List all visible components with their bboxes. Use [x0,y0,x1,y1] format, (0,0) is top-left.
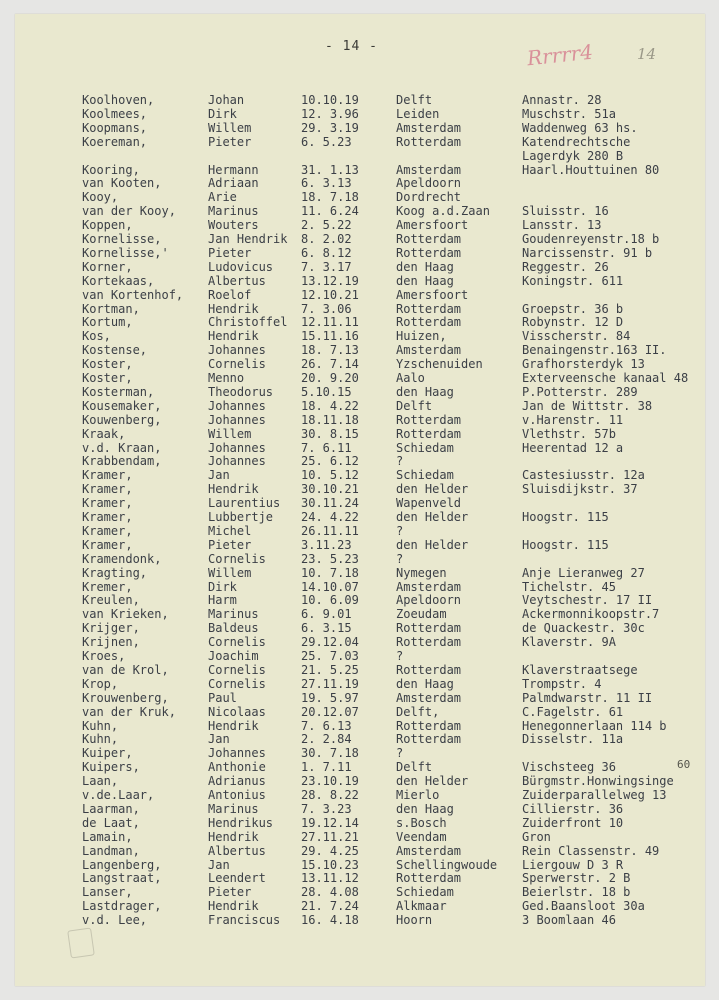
birth-date-cell: 13.11.12 [301,871,359,886]
address-cell: Bürgmstr.Honwingsinge [522,774,674,789]
surname-cell: Kragting, [82,565,148,580]
surname-cell: Laan, [82,774,119,789]
city-cell: ? [396,746,404,761]
address-cell: Ackermonnikoopstr.7 [522,607,660,622]
birth-date-cell: 29.12.04 [301,635,359,650]
city-cell: Amsterdam [396,843,462,858]
birth-date-cell: 3.11.23 [301,537,352,552]
city-cell: den Helder [396,510,469,524]
surname-cell: Kos, [82,329,111,344]
city-cell: Koog a.d.Zaan [396,204,490,219]
city-cell: den Haag [396,273,454,288]
surname-cell: Kornelisse, [82,232,162,246]
birth-date-cell: 14.10.07 [301,579,359,594]
birth-date-cell: 7. 6.11 [301,440,352,455]
surname-cell: v.d. Kraan, [82,440,162,455]
surname-cell: Kramer, [82,496,133,511]
city-cell: Rotterdam [396,315,462,330]
address-cell: Palmdwarstr. 11 II [522,690,653,705]
address-cell: Robynstr. 12 D [522,315,624,330]
address-cell: Tichelstr. 45 [522,579,616,594]
surname-cell: Kostense, [82,343,148,358]
birth-date-cell: 29. 3.19 [301,120,359,135]
city-cell: Rotterdam [396,134,462,149]
birth-date-cell: 23.10.19 [301,774,359,789]
city-cell: ? [396,649,404,663]
address-cell: Ged.Baansloot 30a [522,899,645,914]
address-cell: Waddenweg 63 hs. [522,120,638,135]
city-cell: s.Bosch [396,815,447,830]
birth-date-cell: 13.12.19 [301,273,359,288]
birth-date-cell: 27.11.21 [301,829,359,844]
city-cell: Rotterdam [396,232,462,246]
surname-cell: Kramer, [82,510,133,524]
address-cell: Groepstr. 36 b [522,301,624,316]
address-cell: Beierlstr. 18 b [522,885,631,900]
surname-cell: Langenberg, [82,857,162,872]
given-name-cell: Hendrik [208,329,259,344]
address-cell: de Quackestr. 30c [522,621,645,636]
given-name-cell: Michel [208,523,252,538]
given-name-cell: Cornelis [208,676,266,691]
city-cell: Veendam [396,829,447,844]
surname-cell: Kramer, [82,482,133,497]
city-cell: Rotterdam [396,635,462,650]
city-cell: Aalo [396,371,425,385]
surname-cell: Kortman, [82,301,140,316]
surname-cell: Kornelisse,' [82,245,169,260]
city-cell: Mierlo [396,788,440,802]
address-cell: Zuiderparallelweg 13 [522,788,667,802]
given-name-cell: Jan [208,732,230,747]
given-name-cell: Dirk [208,106,237,121]
surname-cell: Lastdrager, [82,899,162,914]
given-name-cell: Johannes [208,412,266,427]
surname-cell: Kuhn, [82,718,119,733]
page-number: - 14 - [325,39,378,54]
given-name-cell: Willem [208,120,252,135]
surname-cell: Lamain, [82,829,133,844]
given-name-cell: Laurentius [208,496,281,511]
birth-date-cell: 10. 6.09 [301,593,359,608]
given-name-cell: Adriaan [208,176,259,191]
birth-date-cell: 30. 8.15 [301,426,359,441]
birth-date-cell: 6. 3.15 [301,621,352,636]
given-name-cell: Johannes [208,440,266,455]
surname-cell: van Krieken, [82,607,169,622]
surname-cell: van de Krol, [82,662,169,677]
given-name-cell: Johan [208,93,245,107]
city-cell: Leiden [396,106,440,121]
city-cell: Rotterdam [396,245,462,260]
birth-date-cell: 7. 3.06 [301,301,352,316]
birth-date-cell: 21. 5.25 [301,662,359,677]
given-name-cell: Christoffel [208,315,288,330]
address-cell: Zuiderfront 10 [522,815,624,830]
birth-date-cell: 7. 3.23 [301,801,352,816]
given-name-cell: Jan Hendrik [208,232,288,246]
given-name-cell: Lubbertje [208,510,274,524]
city-cell: den Haag [396,676,454,691]
birth-date-cell: 26. 7.14 [301,357,359,372]
given-name-cell: Hendrik [208,301,259,316]
given-name-cell: Pieter [208,245,252,260]
birth-date-cell: 18. 4.22 [301,398,359,413]
surname-cell: v.d. Lee, [82,913,148,928]
city-cell: Amsterdam [396,579,462,594]
city-cell: Apeldoorn [396,593,462,608]
surname-cell: van Kortenhof, [82,287,184,302]
surname-cell: Lanser, [82,885,133,900]
surname-cell: Kreulen, [82,593,140,608]
birth-date-cell: 7. 6.13 [301,718,352,733]
address-cell: P.Potterstr. 289 [522,384,638,399]
birth-date-cell: 30. 7.18 [301,746,359,761]
surname-cell: Kortum, [82,315,133,330]
given-name-cell: Harm [208,593,237,608]
surname-cell: Kuhn, [82,732,119,747]
city-cell: Schiedam [396,885,454,900]
given-name-cell: Johannes [208,454,266,469]
given-name-cell: Paul [208,690,237,705]
birth-date-cell: 10. 5.12 [301,468,359,483]
address-cell: Lagerdyk 280 B [522,148,624,163]
city-cell: Rotterdam [396,718,462,733]
birth-date-cell: 25. 6.12 [301,454,359,469]
address-cell: Gron [522,829,551,844]
given-name-cell: Roelof [208,287,252,302]
given-name-cell: Marinus [208,801,259,816]
city-cell: Rotterdam [396,732,462,747]
city-cell: Dordrecht [396,190,462,205]
given-name-cell: Arie [208,190,237,205]
given-name-cell: Marinus [208,204,259,219]
city-cell: Zoeudam [396,607,447,622]
birth-date-cell: 16. 4.18 [301,913,359,928]
birth-date-cell: 11. 6.24 [301,204,359,219]
address-cell: Rein Classenstr. 49 [522,843,660,858]
given-name-cell: Jan [208,857,230,872]
address-cell: Henegonnerlaan 114 b [522,718,667,733]
city-cell: Huizen, [396,329,447,344]
surname-cell: Kramer, [82,523,133,538]
city-cell: Amsterdam [396,343,462,358]
surname-cell: Kooring, [82,162,140,177]
surname-cell: Kuipers, [82,760,140,775]
city-cell: Rotterdam [396,426,462,441]
given-name-cell: Jan [208,468,230,483]
city-cell: Apeldoorn [396,176,462,191]
city-cell: Amsterdam [396,120,462,135]
address-cell: v.Harenstr. 11 [522,412,624,427]
given-name-cell: Dirk [208,579,237,594]
surname-cell: Kremer, [82,579,133,594]
address-cell: Haarl.Houttuinen 80 [522,162,660,177]
surname-cell: Kraak, [82,426,126,441]
city-cell: Yzschenuiden [396,357,483,372]
given-name-cell: Nicolaas [208,704,266,719]
city-cell: Schellingwoude [396,857,498,872]
birth-date-cell: 18. 7.13 [301,343,359,358]
surname-cell: Kouwenberg, [82,412,162,427]
birth-date-cell: 28. 4.08 [301,885,359,900]
address-cell: Exterveensche kanaal 48 [522,371,689,385]
birth-date-cell: 26.11.11 [301,523,359,538]
city-cell: Rotterdam [396,412,462,427]
surname-cell: Laarman, [82,801,140,816]
city-cell: den Helder [396,537,469,552]
city-cell: Amersfoort [396,287,469,302]
birth-date-cell: 10.10.19 [301,93,359,107]
address-cell: Koningstr. 611 [522,273,624,288]
document-page [15,14,705,986]
birth-date-cell: 6. 5.23 [301,134,352,149]
birth-date-cell: 19.12.14 [301,815,359,830]
pencil-page-note: 14 [637,45,657,63]
city-cell: Nymegen [396,565,447,580]
address-cell: Jan de Wittstr. 38 [522,398,653,413]
given-name-cell: Adrianus [208,774,266,789]
birth-date-cell: 10. 7.18 [301,565,359,580]
address-cell: Lansstr. 13 [522,218,602,233]
given-name-cell: Hendrikus [208,815,274,830]
city-cell: den Helder [396,482,469,497]
handwritten-stamp: Rrrrr4 [525,39,595,71]
birth-date-cell: 7. 3.17 [301,259,352,274]
birth-date-cell: 6. 9.01 [301,607,352,622]
city-cell: den Haag [396,259,454,274]
surname-cell: v.de.Laar, [82,788,155,802]
given-name-cell: Johannes [208,398,266,413]
given-name-cell: Johannes [208,343,266,358]
surname-cell: Koster, [82,357,133,372]
address-cell: Anje Lieranweg 27 [522,565,645,580]
city-cell: Delft [396,93,433,107]
address-cell: Klaverstraatsege [522,662,638,677]
address-cell: Sluisstr. 16 [522,204,609,219]
given-name-cell: Hendrik [208,718,259,733]
given-name-cell: Baldeus [208,621,259,636]
given-name-cell: Leendert [208,871,266,886]
surname-cell: Korner, [82,259,133,274]
given-name-cell: Willem [208,565,252,580]
address-cell: Benaingenstr.163 II. [522,343,667,358]
surname-cell: Krouwenberg, [82,690,169,705]
surname-cell: Kortekaas, [82,273,155,288]
given-name-cell: Hendrik [208,829,259,844]
birth-date-cell: 2. 5.22 [301,218,352,233]
given-name-cell: Johannes [208,746,266,761]
city-cell: Amersfoort [396,218,469,233]
surname-cell: van der Kruk, [82,704,176,719]
given-name-cell: Hermann [208,162,259,177]
birth-date-cell: 12.10.21 [301,287,359,302]
birth-date-cell: 6. 3.13 [301,176,352,191]
birth-date-cell: 28. 8.22 [301,788,359,802]
given-name-cell: Franciscus [208,913,281,928]
address-cell: Hoogstr. 115 [522,537,609,552]
birth-date-cell: 24. 4.22 [301,510,359,524]
address-cell: C.Fagelstr. 61 [522,704,624,719]
given-name-cell: Cornelis [208,357,266,372]
city-cell: den Haag [396,384,454,399]
address-cell: Annastr. 28 [522,93,602,107]
city-cell: ? [396,551,404,566]
address-cell: Narcissenstr. 91 b [522,245,653,260]
given-name-cell: Menno [208,371,245,385]
given-name-cell: Pieter [208,537,252,552]
surname-cell: Krijger, [82,621,140,636]
surname-cell: Kroes, [82,649,126,663]
given-name-cell: Pieter [208,134,252,149]
city-cell: Delft [396,760,433,775]
surname-cell: Koolhoven, [82,93,155,107]
given-name-cell: Wouters [208,218,259,233]
surname-cell: Kuiper, [82,746,133,761]
given-name-cell: Anthonie [208,760,266,775]
birth-date-cell: 23. 5.23 [301,551,359,566]
given-name-cell: Cornelis [208,551,266,566]
birth-date-cell: 19. 5.97 [301,690,359,705]
city-cell: Schiedam [396,440,454,455]
birth-date-cell: 30.10.21 [301,482,359,497]
surname-cell: Koolmees, [82,106,148,121]
city-cell: Rotterdam [396,871,462,886]
address-cell: Katendrechtsche [522,134,631,149]
given-name-cell: Pieter [208,885,252,900]
address-cell: Sperwerstr. 2 B [522,871,631,886]
address-cell: Vischsteeg 36 [522,760,616,775]
birth-date-cell: 5.10.15 [301,384,352,399]
city-cell: den Helder [396,774,469,789]
city-cell: Hoorn [396,913,433,928]
surname-cell: Landman, [82,843,140,858]
surname-cell: Koopmans, [82,120,148,135]
surname-cell: Kooy, [82,190,119,205]
birth-date-cell: 15.11.16 [301,329,359,344]
address-cell: Klaverstr. 9A [522,635,616,650]
address-cell: Castesiusstr. 12a [522,468,645,483]
surname-cell: Krop, [82,676,119,691]
address-cell: Hoogstr. 115 [522,510,609,524]
address-cell: Goudenreyenstr.18 b [522,232,660,246]
birth-date-cell: 15.10.23 [301,857,359,872]
birth-date-cell: 2. 2.84 [301,732,352,747]
surname-cell: van der Kooy, [82,204,176,219]
city-cell: Alkmaar [396,899,447,914]
given-name-cell: Hendrik [208,482,259,497]
address-cell: Grafhorsterdyk 13 [522,357,645,372]
city-cell: Rotterdam [396,621,462,636]
city-cell: Wapenveld [396,496,462,511]
given-name-cell: Ludovicus [208,259,274,274]
surname-cell: Kramer, [82,468,133,483]
surname-cell: Koereman, [82,134,148,149]
given-name-cell: Cornelis [208,635,266,650]
address-cell: Heerentad 12 a [522,440,624,455]
address-cell: Liergouw D 3 R [522,857,624,872]
address-cell: Muschstr. 51a [522,106,616,121]
city-cell: Amsterdam [396,162,462,177]
surname-cell: Kramer, [82,537,133,552]
surname-cell: Langstraat, [82,871,162,886]
given-name-cell: Hendrik [208,899,259,914]
surname-cell: Kousemaker, [82,398,162,413]
city-cell: Schiedam [396,468,454,483]
birth-date-cell: 25. 7.03 [301,649,359,663]
surname-cell: van Kooten, [82,176,162,191]
birth-date-cell: 29. 4.25 [301,843,359,858]
surname-cell: Kosterman, [82,384,155,399]
city-cell: ? [396,523,404,538]
city-cell: ? [396,454,404,469]
address-cell: Vlethstr. 57b [522,426,616,441]
city-cell: Delft [396,398,433,413]
corner-mark-icon [67,927,95,958]
address-cell: Visscherstr. 84 [522,329,631,344]
surname-cell: Kramendonk, [82,551,162,566]
address-cell: Veytschestr. 17 II [522,593,653,608]
city-cell: Delft, [396,704,440,719]
surname-cell: de Laat, [82,815,140,830]
birth-date-cell: 6. 8.12 [301,245,352,260]
given-name-cell: Albertus [208,273,266,288]
birth-date-cell: 8. 2.02 [301,232,352,246]
birth-date-cell: 20. 9.20 [301,371,359,385]
city-cell: Amsterdam [396,690,462,705]
address-cell: Disselstr. 11a [522,732,624,747]
address-cell: Reggestr. 26 [522,259,609,274]
given-name-cell: Antonius [208,788,266,802]
city-cell: Rotterdam [396,301,462,316]
city-cell: Rotterdam [396,662,462,677]
birth-date-cell: 27.11.19 [301,676,359,691]
birth-date-cell: 30.11.24 [301,496,359,511]
address-cell: Sluisdijkstr. 37 [522,482,638,497]
given-name-cell: Willem [208,426,252,441]
surname-cell: Koster, [82,371,133,385]
given-name-cell: Joachim [208,649,259,663]
surname-cell: Krijnen, [82,635,140,650]
surname-cell: Krabbendam, [82,454,162,469]
given-name-cell: Theodorus [208,384,274,399]
address-cell: 3 Boomlaan 46 [522,913,616,928]
given-name-cell: Marinus [208,607,259,622]
city-cell: den Haag [396,801,454,816]
given-name-cell: Cornelis [208,662,266,677]
birth-date-cell: 18.11.18 [301,412,359,427]
birth-date-cell: 21. 7.24 [301,899,359,914]
surname-cell: Koppen, [82,218,133,233]
birth-date-cell: 20.12.07 [301,704,359,719]
address-cell: Cillierstr. 36 [522,801,624,816]
birth-date-cell: 12. 3.96 [301,106,359,121]
address-cell: Trompstr. 4 [522,676,602,691]
margin-note: 60 [677,758,691,771]
birth-date-cell: 31. 1.13 [301,162,359,177]
birth-date-cell: 18. 7.18 [301,190,359,205]
birth-date-cell: 12.11.11 [301,315,359,330]
given-name-cell: Albertus [208,843,266,858]
birth-date-cell: 1. 7.11 [301,760,352,775]
